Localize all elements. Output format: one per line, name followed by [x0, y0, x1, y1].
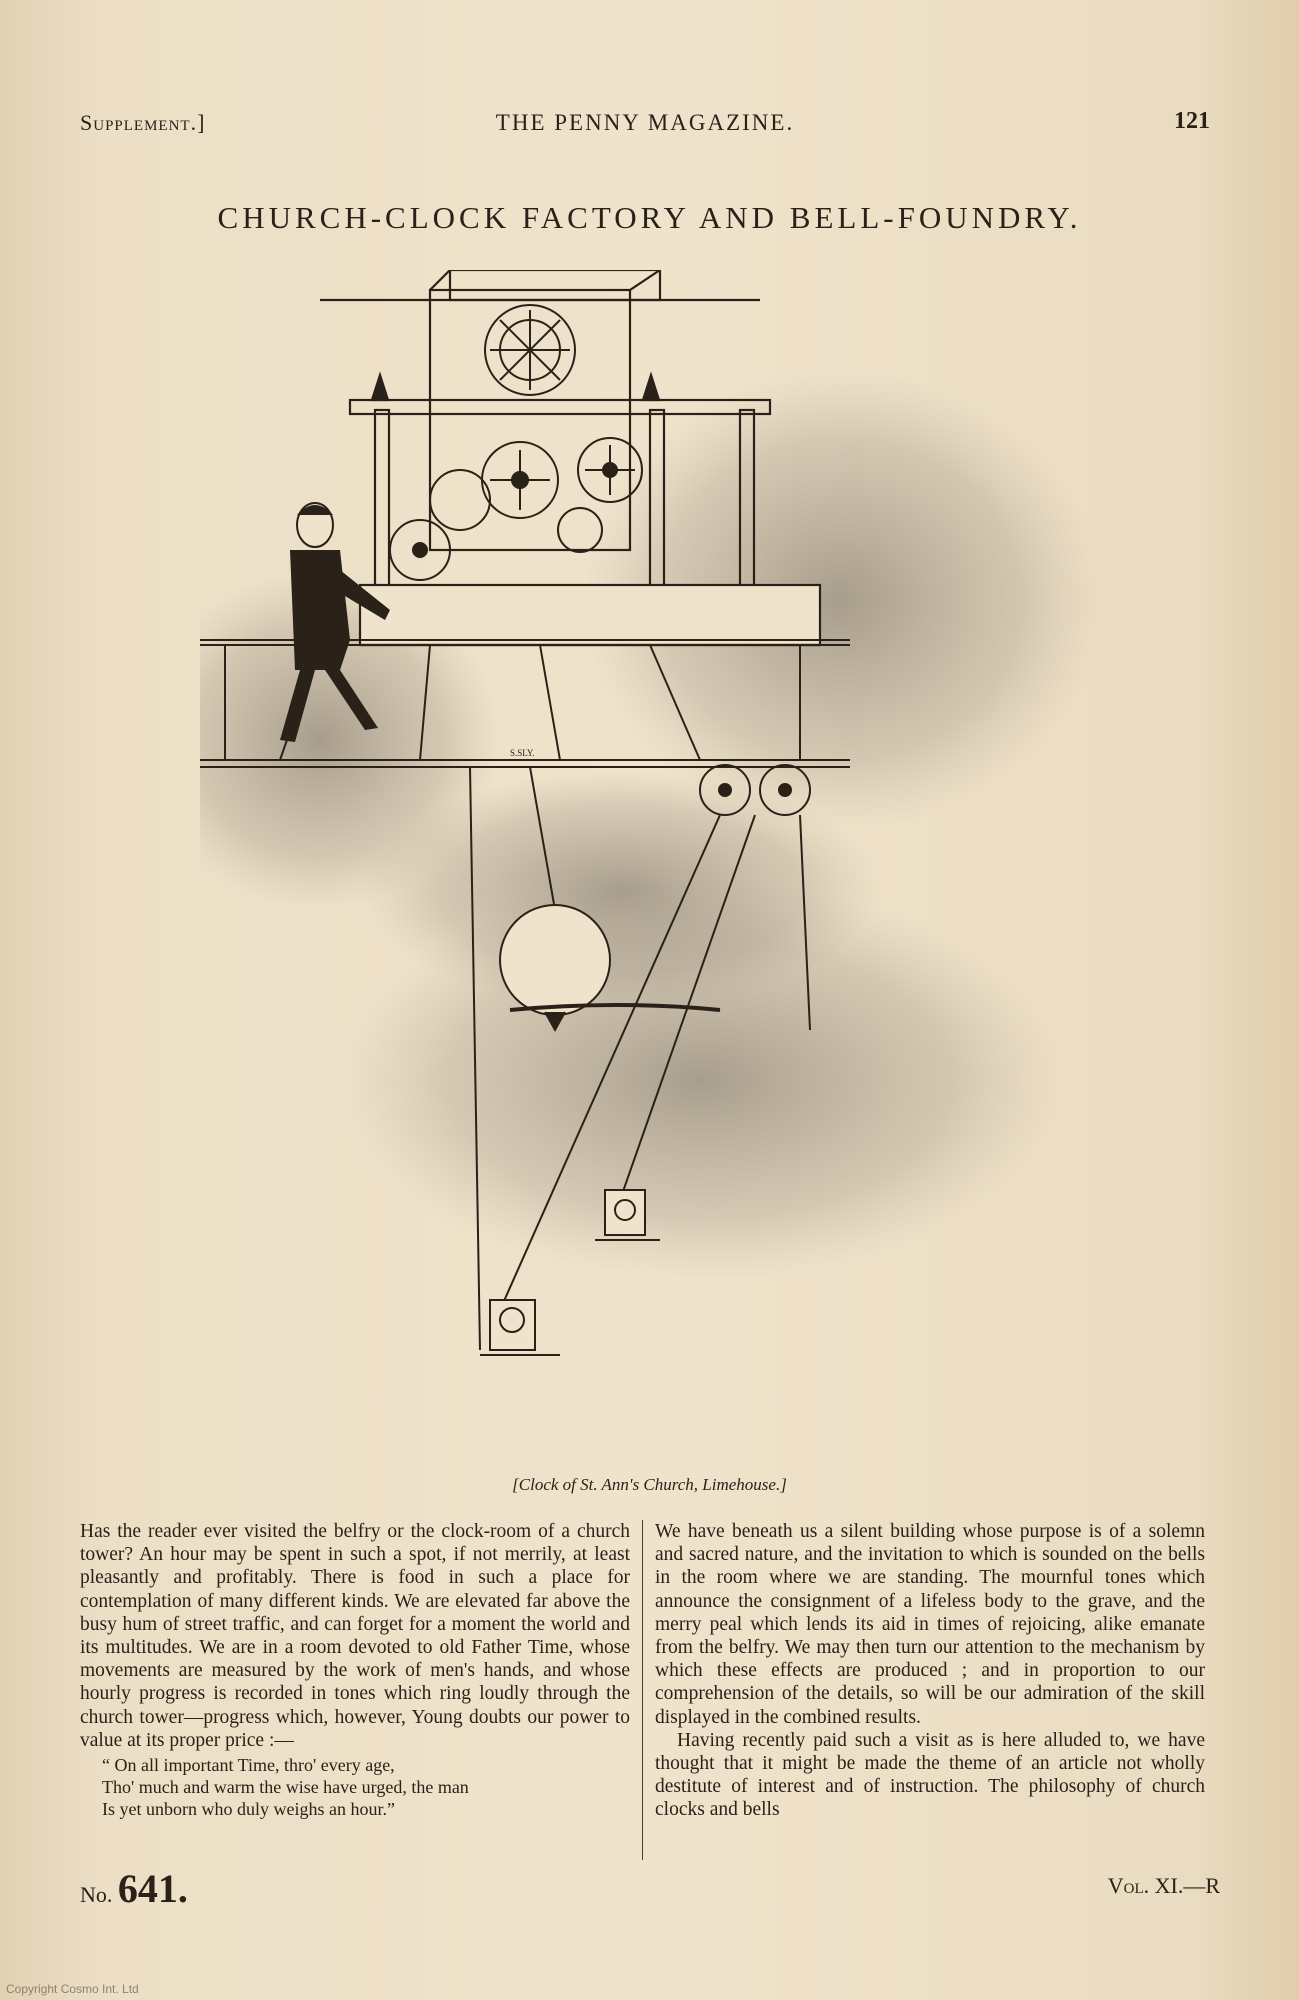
figure-caption: [Clock of St. Ann's Church, Limehouse.]	[512, 1475, 787, 1494]
opening-paragraph: Has the reader ever visited the belfry or the clock-room of a church tower? An hour may be spent in such a spot, if not merrily, at least pleasantly and profitably. There is food in such a place for contemplation of many different kinds. We are elevated far above the busy hum of street traffic, and can forget for a moment the world and its multitudes. We are in a room devoted to old Father Time, whose movements are measured by the work of men's hands, and whose hourly progress is recorded in tones which ring loudly through the church tower—progress which, however, Young doubts our power to value at its proper price :—	[80, 1521, 630, 1751]
poem-line: Is yet unborn who duly weighs an hour.”	[102, 1799, 395, 1820]
issue-prefix: No.	[80, 1882, 113, 1907]
copyright-watermark: Copyright Cosmo Int. Ltd	[6, 1982, 139, 1996]
supplement-label: Supplement.]	[80, 110, 206, 135]
quoted-poem	[102, 1754, 630, 1820]
issue-value: 641.	[117, 1866, 188, 1911]
clock-mechanism-engraving	[200, 270, 1100, 1470]
engraver-signature: S.SLY.	[510, 748, 535, 758]
page-number: 121	[1174, 108, 1210, 134]
poem-line: “ On all important Time, thro' every age,	[102, 1755, 395, 1776]
issue-number	[80, 1865, 188, 1912]
article-title: CHURCH-CLOCK FACTORY AND BELL-FOUNDRY.	[217, 200, 1082, 235]
page-footer	[80, 1865, 1220, 1925]
magazine-title: THE PENNY MAGAZINE.	[495, 110, 795, 135]
left-column	[80, 1520, 630, 1820]
volume-label: Vol. XI.—R	[1107, 1873, 1220, 1898]
poem-line: Tho' much and warm the wise have urged, the man	[102, 1777, 469, 1798]
right-column	[655, 1520, 1205, 1822]
paragraph: We have beneath us a silent building whose purpose is of a solemn and sacred nature, and the invitation to which is sounded on the bells in the room where we are standing. The mournful tones which announce the consignment of a lifeless body to the grave, and the merry peal which lends its aid in times of rejoicing, alike emanate from the belfry. We may then turn our attention to the mechanism by which these effects are produced ; and in proportion to our comprehension of the details, so will be our admiration of the skill displayed in the combined results.	[655, 1521, 1205, 1728]
column-divider	[642, 1520, 643, 1860]
running-header	[80, 110, 1210, 150]
article-body	[80, 1520, 1220, 1870]
paragraph: Having recently paid such a visit as is here alluded to, we have thought that it might be made the theme of an article not wholly destitute of interest and of instruction. The philosophy of church clocks and bells	[655, 1729, 1205, 1821]
